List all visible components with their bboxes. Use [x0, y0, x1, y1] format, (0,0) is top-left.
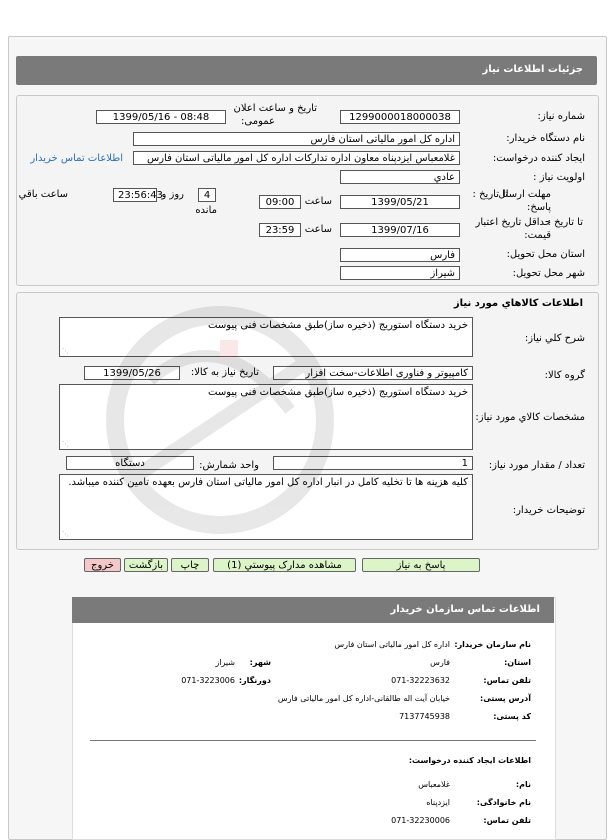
creator-family-label: نام خانوادگی:: [476, 798, 531, 807]
deadline-time-field[interactable]: 09:00: [259, 195, 301, 209]
print-button[interactable]: چاپ: [171, 558, 209, 572]
creator-label: ایجاد کننده درخواست:: [492, 153, 585, 164]
contact-province-value: فارس: [430, 658, 450, 667]
contact-fax-label: دورنگار:: [238, 676, 271, 685]
exit-button[interactable]: خروج: [84, 558, 121, 572]
remaining-time-field[interactable]: 23:56:43: [113, 188, 157, 202]
org-value: اداره کل امور مالیاتی استان فارس: [334, 640, 450, 649]
creator-name-value: غلامعباس: [418, 780, 450, 789]
buyer-field[interactable]: اداره کل امور مالیاتی استان فارس: [133, 132, 460, 146]
announce-date-field[interactable]: 1399/05/16 - 08:48: [96, 110, 226, 124]
general-desc-label: شرح کلي نياز:: [524, 333, 585, 344]
watermark-logo-icon: [60, 300, 340, 560]
back-button[interactable]: بازگشت: [124, 558, 168, 572]
need-date-label: تاریخ نیاز به کالا:: [190, 367, 259, 378]
validity-to-date-label: تا تاریخ :: [547, 217, 583, 228]
contact-address-value: خیابان آیت اله طالقانی-اداره کل امور مالیاتی فارس: [277, 694, 450, 703]
contact-divider: [90, 740, 536, 741]
validity-label-1: حداقل تاریخ اعتبار: [475, 217, 551, 228]
buyer-contact-link[interactable]: اطلاعات تماس خریدار: [30, 153, 123, 164]
spec-label: مشخصات کالاي مورد نياز:: [475, 412, 585, 423]
resize-grip-icon[interactable]: ⋰: [62, 440, 69, 448]
creator-phone-value: 071-32230006: [391, 816, 450, 825]
contact-province-label: استان:: [504, 658, 531, 667]
resize-grip-icon[interactable]: ⋰: [62, 347, 69, 355]
buyer-label: نام دستگاه خریدار:: [506, 133, 585, 144]
creator-info-title: اطلاعات ایجاد کننده درخواست:: [408, 756, 531, 765]
goods-section-title: اطلاعات کالاهاي مورد نياز: [453, 298, 583, 309]
attachments-button[interactable]: مشاهده مدارک پیوستي (1): [213, 558, 356, 572]
page-header: [16, 56, 597, 85]
page-title: جزئیات اطلاعات نیاز: [482, 64, 583, 75]
remaining-days-label: روز و: [161, 189, 184, 200]
contact-card-header: [72, 597, 554, 623]
remaining-time-label: ساعت باقي: [18, 189, 68, 200]
general-desc-text: خرید دستگاه استوریج (ذخیره ساز)طبق مشخصات فنی پیوست: [208, 320, 468, 331]
contact-card-title: اطلاعات تماس سازمان خریدار: [390, 604, 540, 615]
buyer-notes-text: کلیه هزینه ها تا تخلیه کامل در انبار اداره کل امور مالیاتی استان فارس بعهده تامین کننده میباشد.: [68, 477, 468, 488]
qty-field[interactable]: 1: [273, 456, 473, 470]
validity-time-label: ساعت: [304, 224, 332, 235]
unit-label: واحد شمارش:: [199, 460, 259, 471]
unit-field[interactable]: دستگاه: [66, 456, 194, 470]
need-number-label: شماره نیاز:: [537, 111, 585, 122]
city-label: شهر محل تحویل:: [512, 268, 585, 279]
contact-city-value: شیراز: [215, 658, 235, 667]
announce-label-1: تاریخ و ساعت اعلان: [233, 103, 317, 114]
deadline-label-1: مهلت ارسال: [498, 189, 551, 200]
contact-address-label: آدرس پستی:: [480, 694, 531, 703]
spec-text: خرید دستگاه استوریج (ذخیره ساز)طبق مشخصات فنی پیوست: [208, 387, 468, 398]
contact-postal-label: کد پستی:: [493, 712, 531, 721]
contact-phone-label: تلفن تماس:: [483, 676, 531, 685]
province-label: استان محل تحویل:: [506, 249, 585, 260]
need-date-field[interactable]: 1399/05/26: [84, 366, 180, 380]
validity-date-field[interactable]: 1399/07/16: [340, 223, 460, 237]
announce-label-2: عمومی:: [241, 116, 275, 127]
province-field[interactable]: فارس: [340, 248, 460, 262]
resize-grip-icon[interactable]: ⋰: [62, 530, 69, 538]
creator-name-label: نام:: [515, 780, 531, 789]
deadline-date-field[interactable]: 1399/05/21: [340, 195, 460, 209]
validity-label-2: قیمت:: [524, 230, 551, 241]
priority-field[interactable]: عادي: [340, 170, 460, 184]
reply-button[interactable]: پاسخ به نیاز: [362, 558, 480, 572]
group-field[interactable]: کامپیوتر و فناوری اطلاعات-سخت افزار: [273, 366, 473, 380]
deadline-to-date-label: تا تاریخ :: [472, 189, 508, 200]
contact-fax-value: 071-3223006: [181, 676, 235, 685]
contact-city-label: شهر:: [249, 658, 271, 667]
contact-postal-value: 7137745938: [399, 712, 450, 721]
remaining-days-field[interactable]: 4: [198, 188, 216, 202]
qty-label: تعداد / مقدار مورد نیاز:: [488, 460, 585, 471]
validity-time-field[interactable]: 23:59: [259, 223, 301, 237]
remaining-days-label-2: مانده: [195, 205, 217, 216]
deadline-time-label: ساعت: [304, 196, 332, 207]
creator-phone-label: تلفن تماس:: [483, 816, 531, 825]
creator-family-value: ایزدپناه: [426, 798, 450, 807]
buyer-notes-label: توضیحات خریدار:: [512, 505, 585, 516]
priority-label: اولویت نیاز :: [533, 172, 585, 183]
deadline-label-2: پاسخ:: [526, 202, 551, 213]
contact-phone-value: 071-32223632: [391, 676, 450, 685]
creator-field[interactable]: غلامعباس ایزدپناه معاون اداره تدارکات اداره کل امور مالیاتی استان فارس: [133, 151, 460, 165]
group-label: گروه کالا:: [544, 370, 585, 381]
need-number-field[interactable]: 1299000018000038: [340, 110, 460, 124]
city-field[interactable]: شیراز: [340, 266, 460, 280]
org-label: نام سازمان خریدار:: [454, 640, 531, 649]
